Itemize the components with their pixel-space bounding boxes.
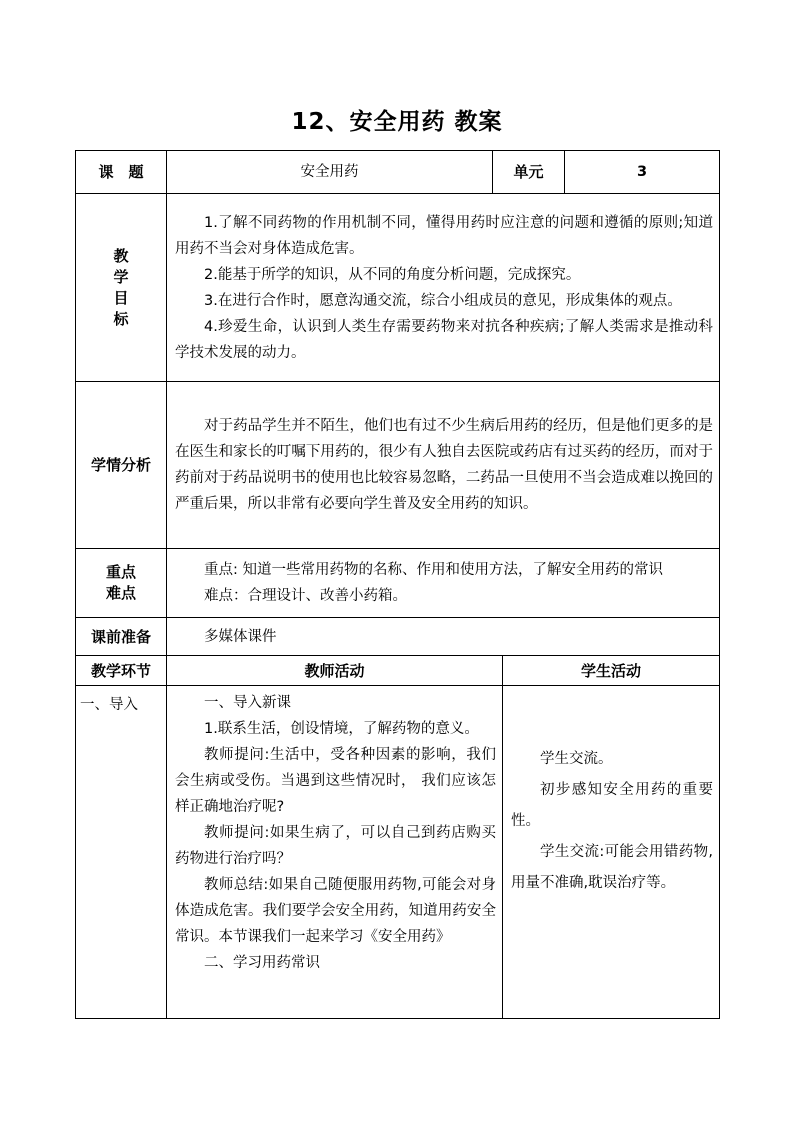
prep-content [167,618,720,656]
topic-label: 课 题 [76,151,167,194]
prep-label: 课前准备 [76,618,167,656]
key-point-line: 重点: 知道一些常用药物的名称、作用和使用方法，了解安全用药的常识 [204,562,663,578]
key-points-label-line: 重点 [105,563,136,581]
goal-item: 1.了解不同药物的作用机制不同，懂得用药时应注意的问题和遵循的原则;知道用药不当会对身体造成危害。 [175,214,714,257]
topic-value: 安全用药 [167,151,493,194]
prep-row [76,618,720,656]
teacher-activity-header: 教师活动 [167,656,503,686]
teacher-activity-line: 1.联系生活，创设情境，了解药物的意义。 [204,721,479,737]
goals-label-char: 学 [113,267,129,286]
goals-label-char: 目 [113,288,129,307]
goals-content [167,194,720,382]
key-points-label [76,549,167,618]
process-row [76,686,720,1019]
analysis-row [76,382,720,549]
goal-item: 2.能基于所学的知识，从不同的角度分析问题，完成探究。 [204,266,581,283]
teacher-activity-line: 教师提问:如果生病了，可以自己到药店购买药物进行治疗吗？ [175,825,496,867]
stage-cell [76,686,167,1019]
teacher-activity-line: 一、导入新课 [204,695,291,711]
analysis-label: 学情分析 [76,382,167,549]
goals-label-char: 教 [113,246,129,265]
teacher-activity-line: 教师提问:生活中，受各种因素的影响，我们会生病或受伤。当遇到这些情况时， 我们应该怎样正确地治疗呢? [175,747,496,815]
student-activity-cell [503,686,720,1019]
key-point-line: 难点：合理设计、改善小药箱。 [204,588,407,604]
stage-header: 教学环节 [76,656,167,686]
stage-name: 一、导入 [80,697,138,713]
unit-value: 3 [565,151,720,194]
student-activity-header: 学生活动 [503,656,720,686]
key-points-row [76,549,720,618]
process-header-row [76,656,720,686]
teacher-activity-line: 二、学习用药常识 [204,955,320,971]
header-row [76,151,720,194]
teacher-activity-cell [167,686,503,1019]
key-points-content [167,549,720,618]
goal-item: 4.珍爱生命，认识到人类生存需要药物来对抗各种疾病;了解人类需求是推动科学技术发展的动力。 [175,318,714,361]
student-activity-line: 学生交流:可能会用错药物,用量不准确,耽误治疗等。 [511,844,714,891]
goal-item: 3.在进行合作时，愿意沟通交流，综合小组成员的意见，形成集体的观点。 [204,292,682,309]
analysis-text: 对于药品学生并不陌生，他们也有过不少生病后用药的经历，但是他们更多的是在医生和家长的叮嘱下用药的，很少有人独自去医院或药店有过买药的经历，而对于药前对于药品说明书的使用也比较容易忽略，二药品一旦使用不当会造成难以挽回的严重后果，所以非常有必要向学生普及安全用药的知识。 [175,418,714,512]
prep-value: 多媒体课件 [204,628,277,645]
analysis-content [167,382,720,549]
unit-label: 单元 [493,151,565,194]
student-activity-line: 学生交流。 [540,751,613,767]
document-title: 12、安全用药 教案 [291,109,503,135]
goals-row [76,194,720,382]
student-activity-line: 初步感知安全用药的重要性。 [511,782,714,829]
teacher-activity-line: 教师总结:如果自己随便服用药物,可能会对身体造成危害。我们要学会安全用药，知道用药安全常识。本节课我们一起来学习《安全用药》 [175,877,496,945]
goals-label-char: 标 [113,309,129,328]
lesson-plan-table [75,150,720,1019]
goals-label [76,194,167,382]
key-points-label-line: 难点 [105,584,136,602]
